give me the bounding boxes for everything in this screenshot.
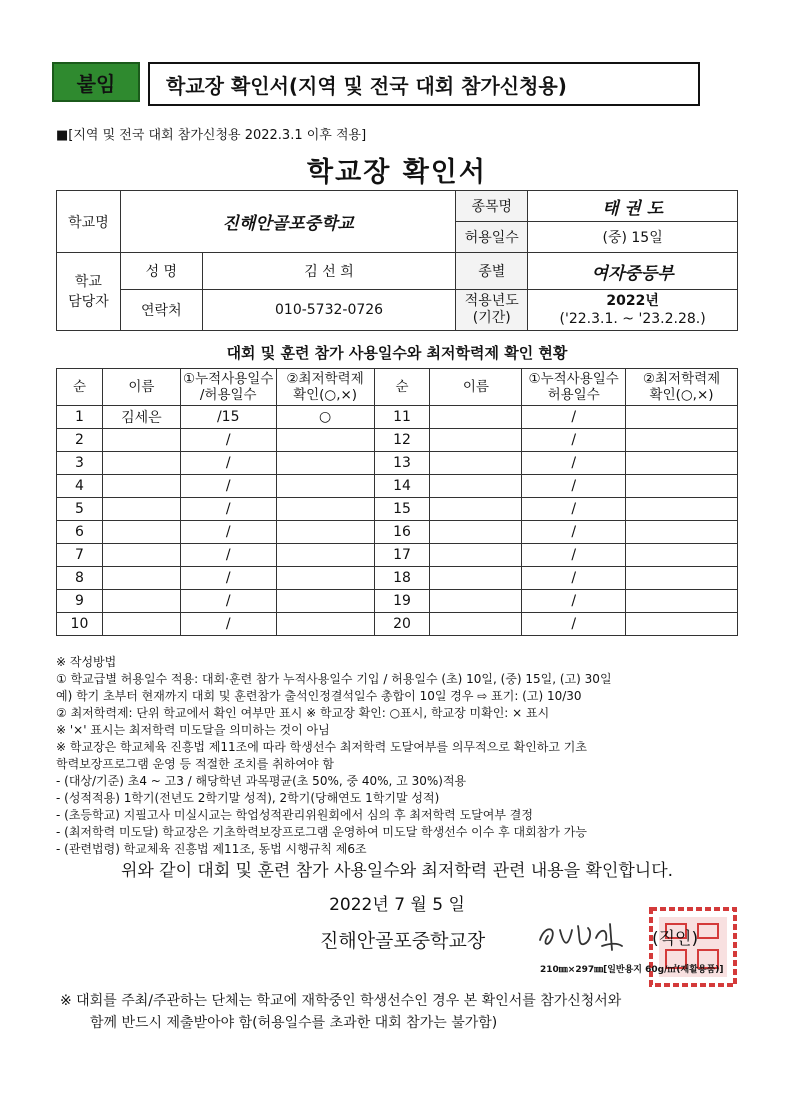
- row-check: [626, 590, 738, 613]
- row-name: [102, 590, 180, 613]
- row-days: /: [180, 613, 276, 636]
- col-days-right: [522, 369, 626, 406]
- row-no: 14: [374, 475, 430, 498]
- row-name: 김세은: [102, 406, 180, 429]
- row-no: 17: [374, 544, 430, 567]
- row-name: [102, 429, 180, 452]
- row-days: /: [522, 544, 626, 567]
- header-title: 학교장 확인서(지역 및 전국 대회 참가신청용): [148, 62, 700, 106]
- col-check-right: [626, 369, 738, 406]
- col-no: 순: [57, 369, 103, 406]
- row-check: [276, 498, 374, 521]
- staff-label-line1: 학교: [74, 273, 102, 290]
- instruction-line: ① 학교급별 허용일수 적용: 대회·훈련 참가 누적사용일수 기입 / 허용일수 (초) 10일, (중) 15일, (고) 30일: [56, 672, 612, 686]
- table-row: [57, 567, 738, 590]
- instruction-line: - (관련법령) 학교체육 진흥법 제11조, 동법 시행규칙 제6조: [56, 842, 367, 856]
- col-days-line1: ①누적사용일수: [183, 371, 274, 387]
- instruction-line: - (초등학교) 지필고사 미실시교는 학업성적관리위원회에서 심의 후 최저학력 도달여부 결정: [56, 808, 533, 822]
- row-no: 19: [374, 590, 430, 613]
- row-name: [430, 429, 522, 452]
- footnote-line1: ※ 대회를 주최/주관하는 단체는 학교에 재학중인 학생선수인 경우 본 확인서를 참가신청서와: [60, 993, 622, 1009]
- row-name: [430, 475, 522, 498]
- instruction-line: - (최저학력 미도달) 학교장은 기초학력보장프로그램 운영하여 미도달 학생선수 이수 후 대회참가 가능: [56, 825, 587, 839]
- handwritten-signature: [534, 916, 624, 956]
- name-label: 성 명: [120, 253, 202, 290]
- col-check-line2: 확인(○,×): [293, 387, 358, 403]
- row-check: [276, 567, 374, 590]
- applies-note: ■[지역 및 전국 대회 참가신청용 2022.3.1 이후 적용]: [56, 128, 367, 143]
- year-value-line1: 2022년: [606, 293, 659, 309]
- row-no: 9: [57, 590, 103, 613]
- issue-date: 2022년 7 월 5 일: [329, 895, 465, 915]
- col-days-right-line1: ①누적사용일수: [528, 371, 619, 387]
- row-check: [626, 406, 738, 429]
- row-name: [430, 498, 522, 521]
- row-check: [626, 475, 738, 498]
- row-no: 13: [374, 452, 430, 475]
- footnote-line2: 함께 반드시 제출받아야 함(허용일수를 초과한 대회 참가는 불가함): [90, 1015, 498, 1031]
- row-check: ○: [276, 406, 374, 429]
- table-row: [57, 544, 738, 567]
- row-name: [102, 498, 180, 521]
- principal-title: 진해안골포중학교장: [320, 930, 486, 952]
- col-check-line1: ②최저학력제: [286, 371, 364, 387]
- row-no: 11: [374, 406, 430, 429]
- row-check: [626, 544, 738, 567]
- row-no: 5: [57, 498, 103, 521]
- sport-label: 종목명: [456, 191, 528, 222]
- row-check: [626, 452, 738, 475]
- section-title: 대회 및 훈련 참가 사용일수와 최저학력제 확인 현황: [226, 344, 568, 362]
- row-no: 10: [57, 613, 103, 636]
- row-days: /: [180, 521, 276, 544]
- row-name: [430, 544, 522, 567]
- row-no: 12: [374, 429, 430, 452]
- col-name: 이름: [102, 369, 180, 406]
- row-no: 4: [57, 475, 103, 498]
- row-name: [102, 613, 180, 636]
- table-row: [57, 613, 738, 636]
- instruction-line: ② 최저학력제: 단위 학교에서 확인 여부만 표시 ※ 학교장 확인: ○표시, 학교장 미확인: × 표시: [56, 706, 550, 720]
- col-no-right: 순: [374, 369, 430, 406]
- row-name: [430, 613, 522, 636]
- row-no: 18: [374, 567, 430, 590]
- col-check-right-line1: ②최저학력제: [642, 371, 721, 387]
- row-name: [430, 406, 522, 429]
- instructions: [56, 654, 736, 858]
- category-value: 여자중등부: [528, 253, 738, 290]
- name-value: 김 선 희: [202, 253, 456, 290]
- row-days: /: [522, 475, 626, 498]
- row-days: /: [180, 544, 276, 567]
- row-check: [276, 452, 374, 475]
- row-days: /: [180, 498, 276, 521]
- category-label: 종별: [456, 253, 528, 290]
- instruction-line: ※ '×' 표시는 최저학력 미도달을 의미하는 것이 아님: [56, 723, 330, 737]
- row-days: /: [522, 406, 626, 429]
- row-name: [430, 452, 522, 475]
- col-check: [276, 369, 374, 406]
- paper-spec: 210㎜×297㎜[일반용지 60g/㎡(재활용품)]: [540, 965, 724, 975]
- year-label: [456, 290, 528, 331]
- row-days: /: [180, 429, 276, 452]
- row-no: 8: [57, 567, 103, 590]
- school-label: 학교명: [57, 191, 121, 253]
- year-value-line2: ('22.3.1. ~ '23.2.28.): [559, 311, 706, 327]
- row-check: [626, 521, 738, 544]
- row-name: [102, 567, 180, 590]
- attachment-badge: 붙임: [52, 62, 140, 102]
- col-name-right: 이름: [430, 369, 522, 406]
- row-days: /: [180, 567, 276, 590]
- instruction-line: - (대상/기준) 초4 ~ 고3 / 해당학년 과목평균(초 50%, 중 40%, 고 30%)적용: [56, 774, 467, 788]
- row-check: [626, 498, 738, 521]
- row-days: /: [180, 590, 276, 613]
- row-days: /: [180, 475, 276, 498]
- staff-label-line2: 담당자: [68, 293, 109, 310]
- year-value: [528, 290, 738, 331]
- row-no: 15: [374, 498, 430, 521]
- year-label-line2: (기간): [472, 310, 511, 326]
- usage-table: [56, 368, 738, 636]
- row-check: [276, 590, 374, 613]
- stamp-label: (직인): [652, 929, 699, 949]
- col-days-right-line2: 허용일수: [547, 387, 600, 403]
- row-no: 2: [57, 429, 103, 452]
- table-row: [57, 521, 738, 544]
- row-days: /: [522, 498, 626, 521]
- col-check-right-line2: 확인(○,×): [649, 387, 714, 403]
- confirmation-statement: 위와 같이 대회 및 훈련 참가 사용일수와 최저학력 관련 내용을 확인합니다.: [120, 861, 674, 881]
- row-check: [276, 521, 374, 544]
- row-days: /: [522, 567, 626, 590]
- row-name: [430, 521, 522, 544]
- instruction-line: 예) 학기 초부터 현재까지 대회 및 훈련참가 출석인정결석일수 총합이 10일 경우 ⇨ 표기: (고) 10/30: [56, 689, 582, 703]
- page-title: 학교장 확인서: [307, 157, 487, 188]
- row-check: [626, 429, 738, 452]
- instruction-line: - (성적적용) 1학기(전년도 2학기말 성적), 2학기(당해연도 1학기말 성적): [56, 791, 440, 805]
- row-name: [102, 475, 180, 498]
- table-row: [57, 475, 738, 498]
- instruction-line: ※ 작성방법: [56, 655, 117, 669]
- row-name: [430, 567, 522, 590]
- table-row: [57, 406, 738, 429]
- row-check: [276, 544, 374, 567]
- footnote: [60, 990, 750, 1034]
- row-days: /: [522, 429, 626, 452]
- contact-value: 010-5732-0726: [202, 290, 456, 331]
- row-days: /: [522, 590, 626, 613]
- row-name: [102, 544, 180, 567]
- row-check: [276, 613, 374, 636]
- col-days-line2: /허용일수: [199, 387, 257, 403]
- table-row: [57, 429, 738, 452]
- row-days: /: [522, 521, 626, 544]
- row-no: 1: [57, 406, 103, 429]
- year-label-line1: 적용년도: [464, 293, 519, 309]
- staff-label: [57, 253, 121, 331]
- table-row: [57, 590, 738, 613]
- table-row: [57, 498, 738, 521]
- col-days: [180, 369, 276, 406]
- row-no: 16: [374, 521, 430, 544]
- row-days: /: [180, 452, 276, 475]
- school-value: 진해안골포중학교: [120, 191, 455, 253]
- row-days: /: [522, 613, 626, 636]
- row-name: [102, 521, 180, 544]
- row-name: [102, 452, 180, 475]
- row-check: [626, 613, 738, 636]
- row-no: 20: [374, 613, 430, 636]
- row-no: 6: [57, 521, 103, 544]
- allowed-days-label: 허용일수: [456, 222, 528, 253]
- row-no: 7: [57, 544, 103, 567]
- instruction-line: 학력보장프로그램 운영 등 적절한 조치를 취하여야 함: [56, 757, 334, 771]
- info-table: [56, 190, 738, 331]
- instruction-line: ※ 학교장은 학교체육 진흥법 제11조에 따라 학생선수 최저학력 도달여부를 의무적으로 확인하고 기초: [56, 740, 587, 754]
- table-row: [57, 452, 738, 475]
- row-no: 3: [57, 452, 103, 475]
- allowed-days-value: (중) 15일: [528, 222, 738, 253]
- row-days: /15: [180, 406, 276, 429]
- row-days: /: [522, 452, 626, 475]
- sport-value: 태 권 도: [528, 191, 738, 222]
- row-check: [626, 567, 738, 590]
- contact-label: 연락처: [120, 290, 202, 331]
- row-name: [430, 590, 522, 613]
- row-check: [276, 475, 374, 498]
- row-check: [276, 429, 374, 452]
